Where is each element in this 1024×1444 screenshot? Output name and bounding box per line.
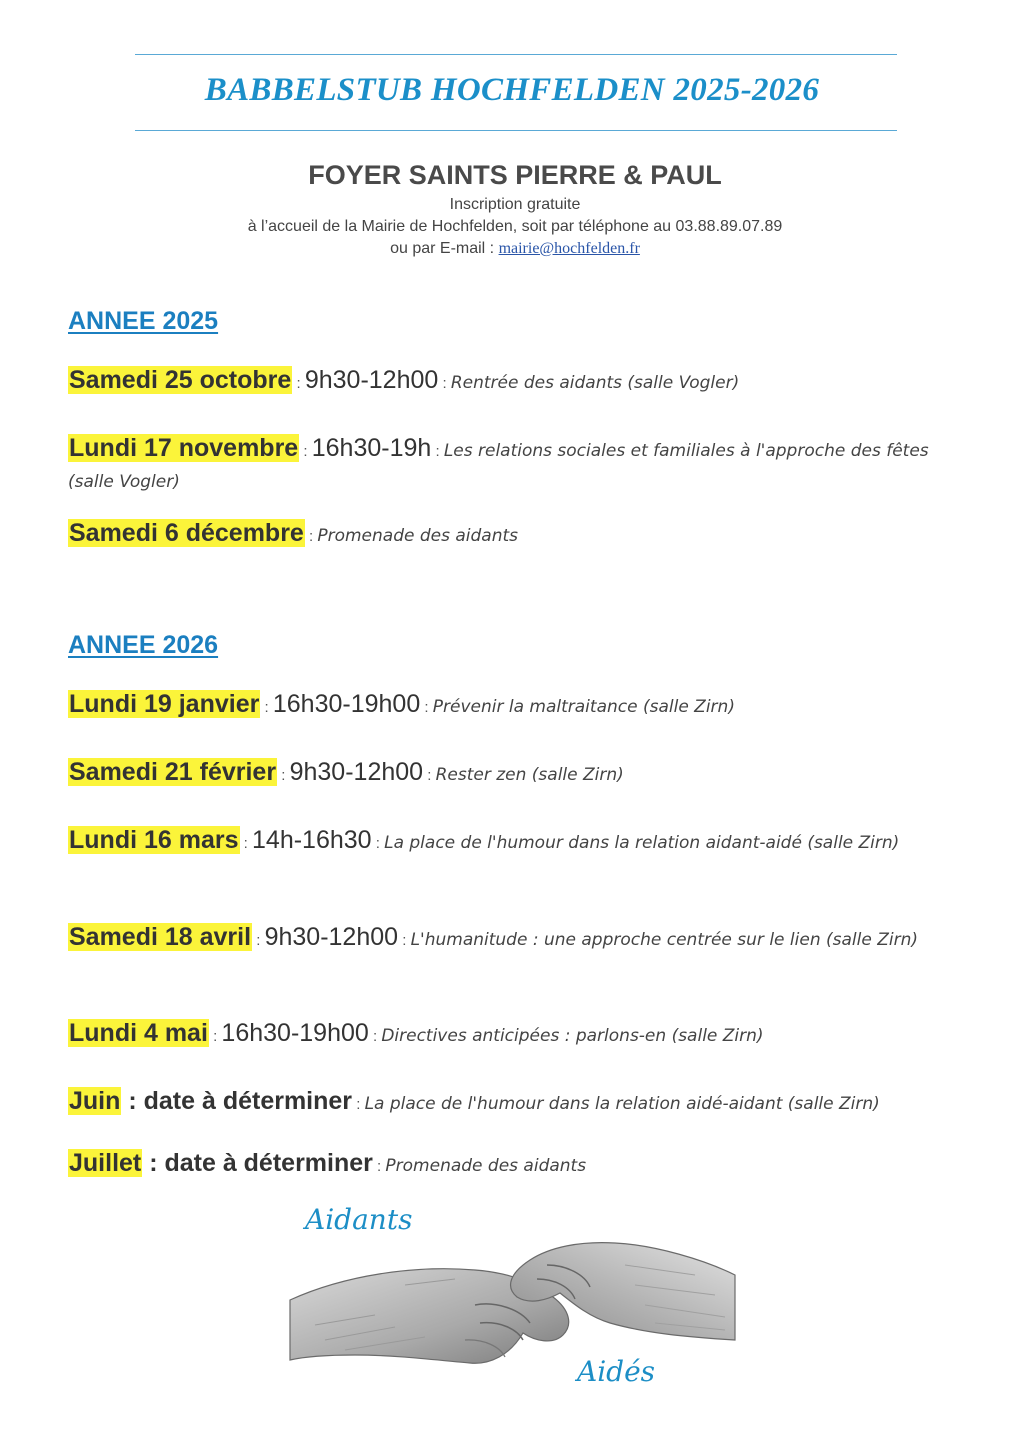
event-date: Juin [69,1087,121,1115]
logo-text-aides: Aidés [577,1355,656,1388]
event-description: Rester zen (salle Zirn) [435,765,624,785]
event-separator: : [277,767,290,784]
event-description: L'humanitude : une approche centrée sur le lien (salle Zirn) [410,930,918,950]
event-item [68,922,968,956]
event-description: Prévenir la maltraitance (salle Zirn) [432,697,735,717]
event-description: Promenade des aidants [385,1156,587,1176]
event-item [68,1018,968,1052]
event-separator: : [260,699,273,716]
bottom-divider [135,130,897,131]
registration-line: Inscription gratuite [449,196,581,213]
event-date-note: : date à déterminer [121,1087,353,1115]
event-time: 9h30-12h00 [289,758,424,786]
aidants-aides-logo [285,1205,740,1400]
event-separator: : [423,767,436,784]
event-separator: : [292,375,305,392]
email-link[interactable]: mairie@hochfelden.fr [498,240,640,257]
event-date: Juillet [69,1149,142,1177]
venue-title: FOYER SAINTS PIERRE & PAUL [308,160,722,190]
registration-contact-line: à l’accueil de la Mairie de Hochfelden, soit par téléphone au 03.88.89.07.89 [247,218,783,235]
event-description: La place de l'humour dans la relation aidant-aidé (salle Zirn) [384,833,900,853]
event-time: 14h-16h30 [252,826,372,854]
top-divider [135,54,897,55]
event-description: Promenade des aidants [317,526,519,546]
event-description: Les relations sociales et familiales à l'approche des fêtes (salle Vogler) [68,441,929,492]
event-date: Lundi 16 mars [69,826,239,854]
event-time: 16h30-19h [311,434,432,462]
event-separator: : [299,443,312,460]
logo-text-aidants: Aidants [305,1203,413,1236]
event-item [68,825,968,859]
event-item [68,365,968,399]
event-separator: : [431,443,444,460]
event-separator: : [208,1028,222,1045]
event-description: Rentrée des aidants (salle Vogler) [450,373,740,393]
email-line [0,240,1024,258]
event-time: 9h30-12h00 [304,366,439,394]
event-date: Samedi 21 février [69,758,277,786]
event-time: 16h30-19h00 [272,690,421,718]
event-separator: : [398,932,411,949]
page-title: BABBELSTUB HOCHFELDEN 2025-2026 [204,72,820,108]
email-prefix: ou par E-mail : [390,240,499,257]
event-date: Samedi 25 octobre [69,366,292,394]
event-item [68,689,968,723]
event-separator: : [420,699,433,716]
event-date-note: : date à déterminer [142,1149,373,1177]
event-time: 9h30-12h00 [264,923,399,951]
event-description: Directives anticipées : parlons-en (salle Zirn) [381,1026,764,1046]
event-separator: : [438,375,451,392]
event-item [68,1148,968,1182]
event-separator: : [368,1028,382,1045]
event-date: Samedi 18 avril [69,923,252,951]
event-separator: : [372,1158,386,1175]
event-item [68,757,968,791]
event-date: Lundi 17 novembre [69,434,299,462]
event-item [68,1086,968,1120]
event-separator: : [352,1096,365,1113]
event-item [68,518,968,552]
event-separator: : [239,835,253,852]
event-description: La place de l'humour dans la relation aidé-aidant (salle Zirn) [364,1094,880,1114]
event-date: Samedi 6 décembre [69,519,304,547]
event-separator: : [371,835,385,852]
event-time: 16h30-19h00 [221,1019,369,1047]
event-item [68,433,968,497]
event-date: Lundi 19 janvier [69,690,260,718]
section-title-2026: ANNEE 2026 [68,631,219,659]
event-separator: : [252,932,265,949]
section-title-2025: ANNEE 2025 [68,307,219,335]
event-separator: : [304,528,318,545]
event-date: Lundi 4 mai [69,1019,208,1047]
